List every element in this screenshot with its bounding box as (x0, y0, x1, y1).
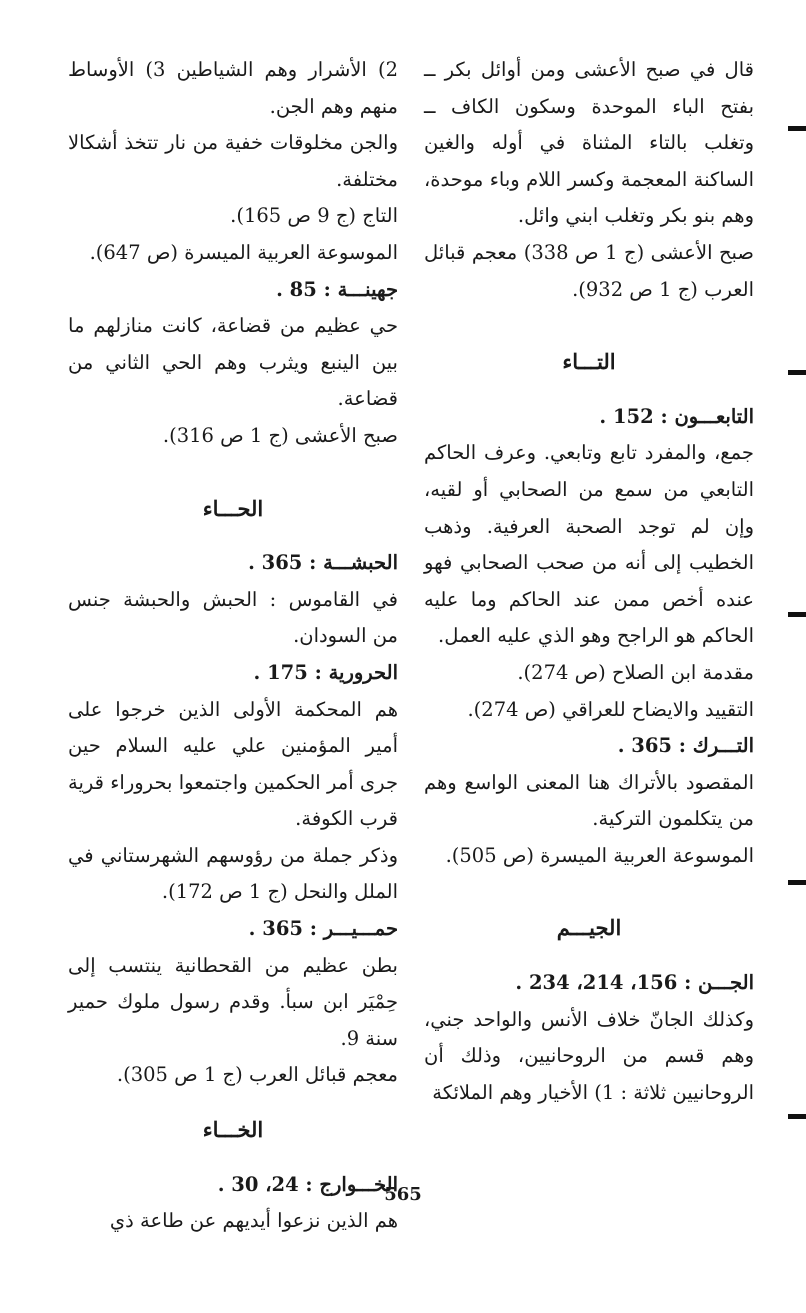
entry-heading-jinn: الجـــن : 156، 214، 234 . (515, 971, 754, 995)
scan-edge-mark (788, 612, 806, 617)
spacer (68, 1149, 398, 1167)
entry-heading-himyar: حمـــيـــر : 365 . (248, 917, 398, 941)
reference: الموسوعة العربية الميسرة (ص 647). (89, 240, 398, 264)
reference: مقدمة ابن الصلاح (ص 274). (517, 660, 754, 684)
reference: الموسوعة العربية الميسرة (ص 505). (445, 843, 754, 867)
entry-text-jinn-definition: والجن مخلوقات خفية من نار تتخذ أشكالا مختلفة. (68, 131, 398, 191)
entry-text-himyar: بطن عظيم من القحطانية ينتسب إلى حِمْيَر ابن سبأ. وقدم رسول ملوك حمير سنة 9. (68, 953, 398, 1050)
page-number: 565 (384, 1184, 422, 1205)
entry-text-haruriyya: هم المحكمة الأولى الذين خرجوا على أمير المؤمنين علي عليه السلام حين جرى أمر الحكمين واجتمعوا بحروراء قرية قرب الكوفة. (68, 697, 398, 831)
entry-text-haruriyya-more: وذكر جملة من رؤوسهم الشهرستاني في الملل والنحل (ج 1 ص 172). (68, 843, 398, 904)
spacer (68, 1094, 398, 1112)
entry-text-khawarij: هم الذين نزعوا أيديهم عن طاعة ذي (109, 1209, 398, 1233)
section-heading-jim: الجيـــم (556, 915, 622, 941)
scan-edge-mark (788, 1114, 806, 1119)
spacer (424, 308, 754, 344)
entry-text-juhayna: حي عظيم من قضاعة، كانت منازلهم ما بين الينبع ويثرب وهم الحي الثاني من قضاعة. (68, 314, 398, 411)
entry-text-jinn: وكذلك الجانّ خلاف الأنس والواحد جني، وهم قسم من الروحانيين، وذلك أن الروحانيين ثلاثة : 1) الأخيار وهم الملائكة (424, 1007, 754, 1104)
reference: معجم قبائل العرب (ج 1 ص 305). (116, 1063, 398, 1087)
reference: صبح الأعشى (ج 1 ص 316). (162, 423, 398, 447)
spacer (68, 455, 398, 491)
entry-heading-tabiun: التابعـــون : 152 . (599, 404, 754, 428)
section-heading-ha: الحـــاء (202, 495, 264, 521)
entry-text-jinn-continued: 2) الأشرار وهم الشياطين 3) الأوساط منهم وهم الجن. (68, 58, 398, 118)
entry-heading-khawarij: الخـــوارج : 24، 30 . (217, 1172, 398, 1196)
reference: صبح الأعشى (ج 1 ص 338) معجم قبائل العرب (ج 1 ص 932). (424, 240, 754, 301)
entry-heading-turk: التـــرك : 365 . (617, 734, 754, 758)
reference: التاج (ج 9 ص 165). (230, 204, 398, 228)
entry-heading-juhayna: جهينـــة : 85 . (276, 277, 398, 301)
entry-heading-habasha: الحبشـــة : 365 . (248, 551, 398, 575)
right-column (424, 52, 754, 1111)
spacer (424, 947, 754, 965)
entry-text-turk: المقصود بالأتراك هنا المعنى الواسع وهم من يتكلمون التركية. (424, 770, 754, 831)
entry-text-tabiun: جمع، والمفرد تابع وتابعي. وعرف الحاكم التابعي من سمع من الصحابي أو لقيه، وإن لم توجد الصحبة العرفية. وذهب الخطيب إلى أنه من صحب الصحابي فهو عنده أخص ممن عند الحاكم وما عليه الحاكم هو الراجح وهو الذي عليه العمل. (424, 441, 754, 648)
scan-edge-mark (788, 370, 806, 375)
intro-paragraph: قال في صبح الأعشى ومن أوائل بكر ــ بفتح الباء الموحدة وسكون الكاف ــ وتغلب بالتاء المثناة في أوله والغين الساكنة المعجمة وكسر اللام وباء موحدة، وهم بنو بكر وتغلب ابني وائل. (424, 58, 754, 228)
section-heading-kha: الخـــاء (202, 1117, 264, 1143)
spacer (424, 874, 754, 910)
scan-edge-mark (788, 126, 806, 131)
entry-text-habasha: في القاموس : الحبش والحبشة جنس من السودان. (68, 587, 398, 648)
left-column (68, 52, 398, 1240)
spacer (424, 381, 754, 399)
section-heading-ta: التـــاء (562, 349, 616, 375)
reference: التقييد والايضاح للعراقي (ص 274). (467, 697, 754, 721)
scan-edge-mark (788, 880, 806, 885)
spacer (68, 527, 398, 545)
entry-heading-haruriyya: الحرورية : 175 . (253, 660, 398, 684)
